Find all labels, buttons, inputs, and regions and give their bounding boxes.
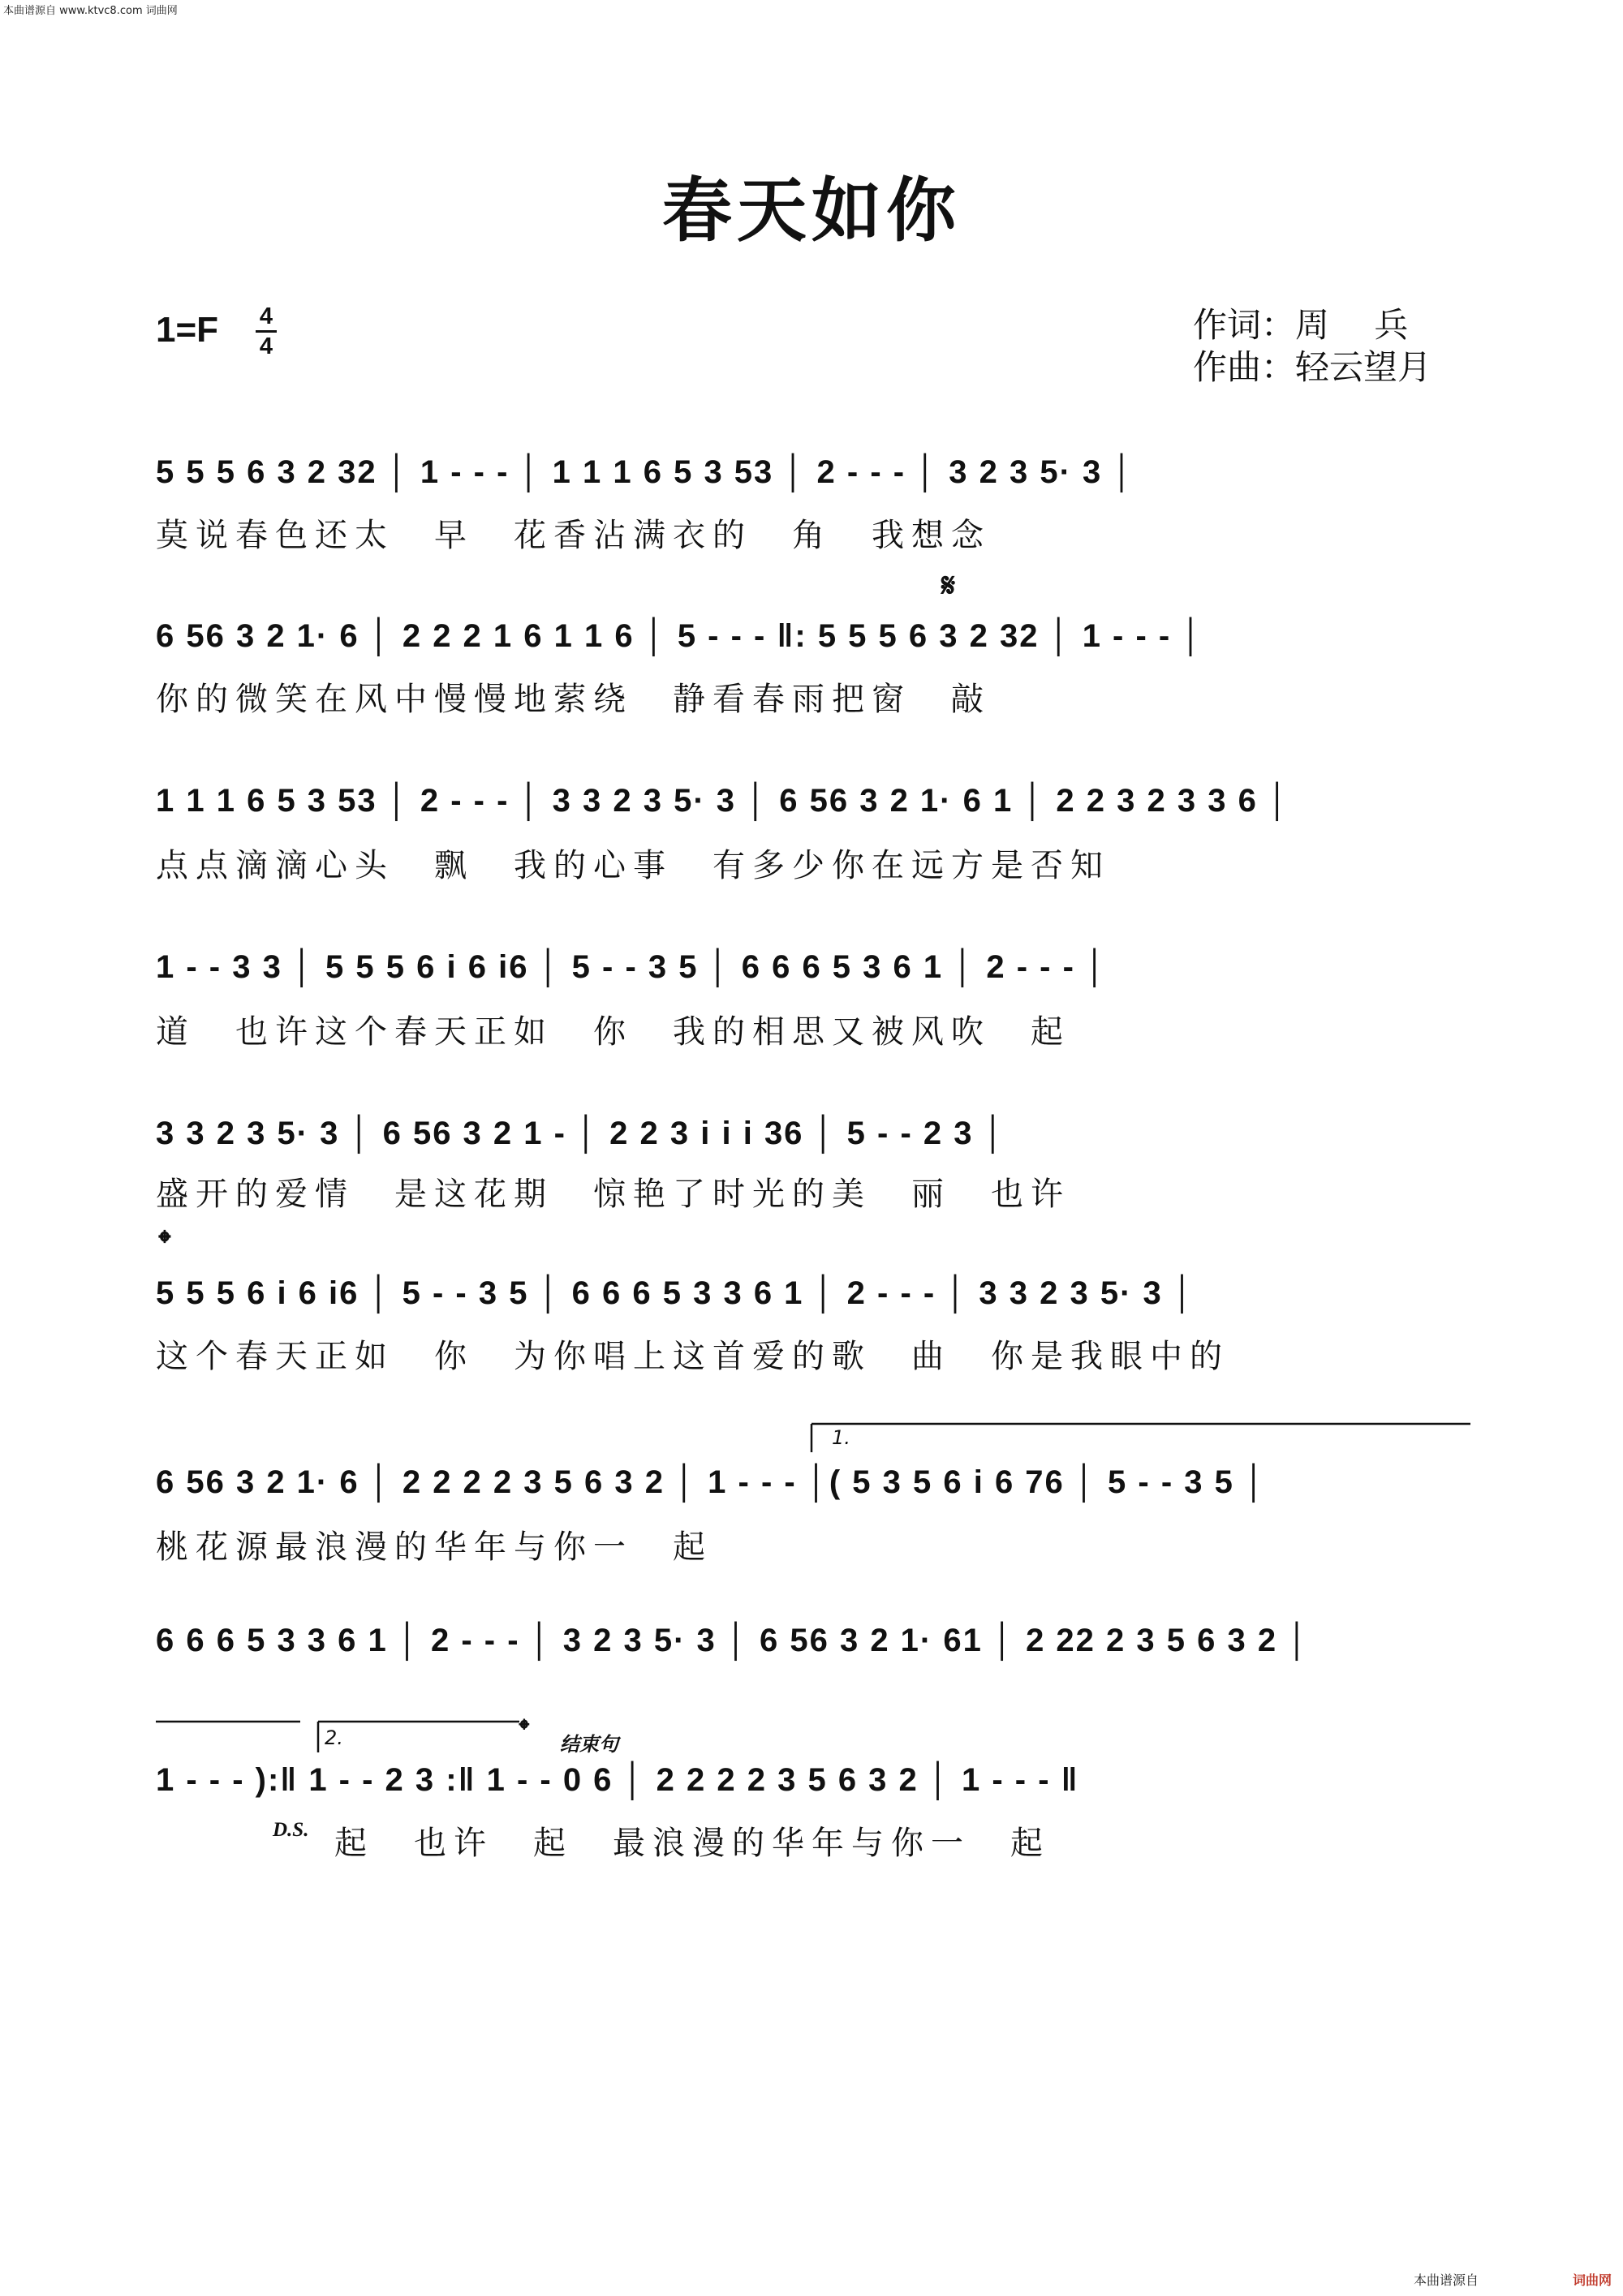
- lyrics-row-7: 桃花源最浪漫的华年与你一 起: [156, 1529, 712, 1566]
- notation-row-8: 6 6 6 5 3 3 6 1 │ 2 - - - │ 3 2 3 5· 3 │ 6 56 3 2 1· 61 │ 2 22 2 3 5 6 3 2 │: [156, 1623, 1311, 1658]
- notation-row-5: 3 3 2 3 5· 3 │ 6 56 3 2 1 - │ 2 2 3 i i i 36 │ 5 - - 2 3 │: [156, 1116, 1006, 1151]
- notation-row-3: 1 1 1 6 5 3 53 │ 2 - - - │ 3 3 2 3 5· 3 │ 6 56 3 2 1· 6 1 │ 2 2 3 2 3 3 6 │: [156, 783, 1290, 819]
- lyrics-row-9: 起 也许 起 最浪漫的华年与你一 起: [334, 1825, 1050, 1862]
- notation-row-7: 6 56 3 2 1· 6 │ 2 2 2 2 3 5 6 3 2 │ 1 - - - │( 5 3 5 6 i 6 76 │ 5 - - 3 5 │: [156, 1464, 1267, 1500]
- lyrics-row-2: 你的微笑在风中慢慢地萦绕 静看春雨把窗 敲: [156, 681, 991, 718]
- time-signature-top: 4: [259, 303, 273, 329]
- lyricist-credit: 作词：周 兵: [1193, 305, 1409, 345]
- second-ending-label: 2.: [325, 1726, 343, 1749]
- lyrics-row-5: 盛开的爱情 是这花期 惊艳了时光的美 丽 也许: [156, 1176, 1070, 1213]
- dal-segno-label: D.S.: [273, 1819, 309, 1841]
- source-watermark-bottom: 本曲谱源自: [1414, 2272, 1479, 2288]
- notation-row-6: 5 5 5 6 i 6 i6 │ 5 - - 3 5 │ 6 6 6 5 3 3 6 1 │ 2 - - - │ 3 3 2 3 5· 3 │: [156, 1275, 1195, 1311]
- composer-credit: 作曲：轻云望月: [1193, 347, 1432, 387]
- song-title: 春天如你: [662, 170, 961, 252]
- segno-mark: 𝄋: [941, 566, 956, 604]
- key-signature: 1=F: [156, 310, 219, 350]
- coda-mark-ending: 𝄌: [519, 1713, 529, 1746]
- lyrics-row-4: 道 也许这个春天正如 你 我的相思又被风吹 起: [156, 1013, 1070, 1051]
- time-signature-bottom: 4: [259, 333, 273, 359]
- lyrics-row-6: 这个春天正如 你 为你唱上这首爱的歌 曲 你是我眼中的: [156, 1338, 1229, 1375]
- notation-row-2: 6 56 3 2 1· 6 │ 2 2 2 1 6 1 1 6 │ 5 - - - ‖: 5 5 5 6 3 2 32 │ 1 - - - │: [156, 618, 1204, 654]
- ending-phrase-label: 结束句: [560, 1733, 618, 1756]
- source-watermark-top: 本曲谱源自 www.ktvc8.com 词曲网: [3, 5, 178, 17]
- lyrics-row-3: 点点滴滴心头 飘 我的心事 有多少你在远方是否知: [156, 847, 1110, 884]
- coda-mark: 𝄌: [159, 1223, 170, 1262]
- notation-row-1: 5 5 5 6 3 2 32 │ 1 - - - │ 1 1 1 6 5 3 53 │ 2 - - - │ 3 2 3 5· 3 │: [156, 454, 1135, 490]
- notation-row-9: 1 - - - ):‖ 1 - - 2 3 :‖ 1 - - 0 6 │ 2 2 2 2 3 5 6 3 2 │ 1 - - - ‖: [156, 1762, 1079, 1798]
- notation-row-4: 1 - - 3 3 │ 5 5 5 6 i 6 i6 │ 5 - - 3 5 │ 6 6 6 5 3 6 1 │ 2 - - - │: [156, 949, 1109, 985]
- lyrics-row-1: 莫说春色还太 早 花香沾满衣的 角 我想念: [156, 517, 991, 554]
- source-watermark-brand: 词曲网: [1573, 2272, 1612, 2288]
- first-ending-label: 1.: [832, 1426, 850, 1449]
